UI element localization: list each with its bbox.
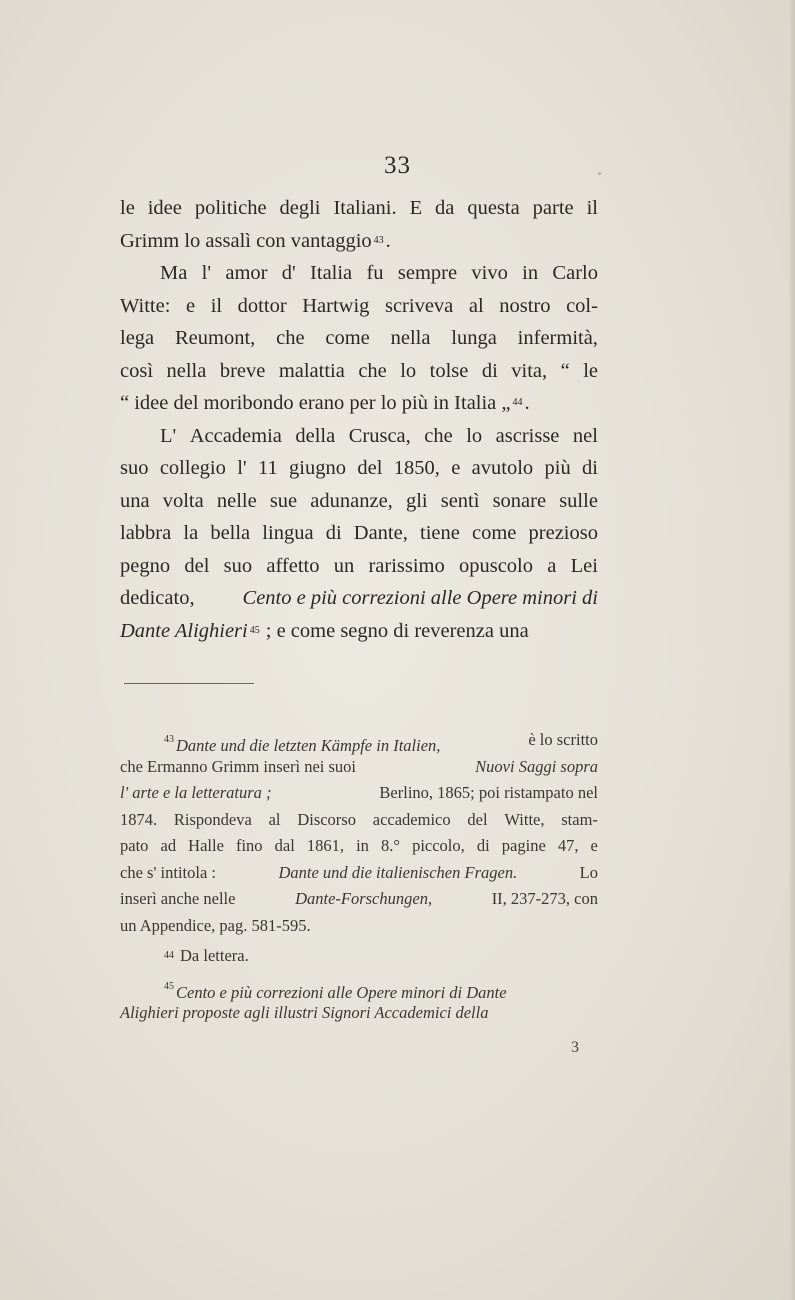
word: più: [544, 457, 571, 479]
word: l': [237, 457, 247, 479]
italic-title: Dante und die italienischen Fragen.: [278, 862, 518, 882]
word: nostro: [499, 294, 551, 317]
footnote-mark: 44: [164, 950, 174, 961]
word: Witte,: [504, 809, 545, 829]
word: le: [120, 197, 135, 219]
italic-title: Dante-Forschungen,: [295, 889, 433, 908]
word: prezioso: [528, 522, 598, 544]
word: Crusca,: [348, 424, 411, 447]
footnote-line: [120, 1000, 598, 1027]
italic-title: Cento e più correzioni alle Opere minori di Dante: [176, 982, 507, 1002]
word: 1874.: [120, 809, 158, 829]
word: Hartwig: [302, 294, 370, 317]
word: Carlo: [552, 262, 598, 284]
word: Witte:: [120, 294, 171, 317]
text-fragment: che Ermanno Grimm inserì nei suoi: [120, 756, 356, 776]
word: adunanze,: [310, 489, 393, 512]
word: scriveva: [384, 294, 454, 317]
text-fragment: II, 237-273, con: [491, 889, 598, 908]
word: da: [435, 197, 455, 219]
text-fragment: “ idee del moribondo erano per lo più in Italia „: [120, 392, 511, 414]
word: in: [522, 262, 539, 284]
footnote-mark: 43: [164, 734, 174, 745]
word: il: [586, 197, 598, 219]
word: nelle: [216, 489, 257, 512]
italic-title: Cento e più correzioni alle Opere minori di: [242, 587, 598, 609]
word: bella: [210, 522, 251, 544]
italic-title: l' arte e la letteratura ;: [120, 783, 272, 802]
footnote-ref: 43: [373, 234, 384, 246]
word: d': [281, 262, 296, 284]
word: sue: [269, 489, 298, 512]
word: del: [467, 809, 488, 829]
word: nella: [390, 327, 431, 349]
word: del: [357, 457, 383, 479]
text-fragment: è lo scritto: [528, 730, 598, 749]
word: come: [325, 327, 370, 349]
word: Italia: [310, 262, 353, 284]
word: e: [186, 294, 196, 317]
word: Lei: [570, 554, 598, 577]
word: gli: [405, 489, 428, 512]
word: “: [560, 359, 570, 382]
word: infermità,: [517, 327, 598, 349]
text-fragment: inserì anche nelle: [120, 889, 236, 908]
footnote-separator: [124, 683, 254, 684]
word: volta: [162, 489, 204, 512]
word: e: [590, 836, 598, 855]
text-line: [120, 290, 598, 323]
word: idee: [147, 197, 182, 219]
text-line: [120, 615, 598, 648]
main-text: [120, 192, 598, 647]
word: così: [120, 359, 154, 382]
word: rarissimo: [368, 554, 445, 577]
text-line: [120, 420, 598, 453]
word: lo: [466, 424, 483, 447]
word: della: [295, 424, 336, 447]
footnote-line: [120, 886, 598, 913]
word: che: [358, 359, 387, 382]
text-line: [120, 582, 598, 615]
word: 11: [257, 457, 278, 479]
word: una: [120, 489, 150, 512]
word: a: [547, 554, 557, 577]
word: Dante,: [353, 522, 408, 544]
italic-title: Dante und die letzten Kämpfe in Italien,: [176, 736, 441, 755]
word: al: [468, 294, 484, 317]
word: ascrisse: [495, 424, 560, 447]
word: 1850,: [393, 457, 440, 479]
word: e: [451, 457, 461, 479]
page-number: 33: [384, 152, 411, 179]
word: vivo: [471, 262, 508, 284]
text-fragment: che s' intitola :: [120, 862, 216, 882]
signature-mark: 3: [571, 1039, 579, 1056]
word: di: [582, 457, 598, 479]
text-line: [120, 257, 598, 290]
text-line: [120, 322, 598, 355]
text-line: [120, 485, 598, 518]
text-line: [120, 355, 598, 388]
word: di: [476, 836, 490, 855]
word: sentì: [440, 489, 480, 512]
word: ad: [160, 836, 177, 855]
text-fragment: dedicato,: [120, 587, 195, 609]
word: malattia: [278, 359, 345, 382]
word: le: [583, 359, 598, 382]
word: 47,: [557, 836, 579, 855]
word: breve: [219, 359, 266, 382]
word: fu: [366, 262, 384, 284]
text-fragment: Berlino, 1865; poi ristampato nel: [379, 783, 598, 802]
word: pagine: [501, 836, 546, 855]
footnote-line: [120, 860, 598, 887]
text-line: Grimm lo assalì con vantaggio 43 .: [120, 225, 598, 258]
word: lega: [120, 327, 155, 349]
word: lo: [400, 359, 417, 382]
page-edge: [789, 0, 795, 1300]
italic-title: Nuovi Saggi sopra: [475, 756, 598, 776]
footnotes: [120, 727, 598, 1027]
word: E: [409, 197, 423, 219]
word: piccolo,: [412, 836, 465, 855]
text-fragment: Da lettera.: [180, 946, 249, 965]
word: sempre: [397, 262, 458, 284]
word: accademico: [372, 809, 451, 829]
italic-title: Alighieri proposte agli illustri Signori Accademici della: [120, 1003, 489, 1022]
word: Reumont,: [174, 327, 256, 349]
text-line: [120, 452, 598, 485]
word: Ma: [160, 262, 188, 284]
word: Italiani.: [333, 197, 397, 219]
footnote-line: un Appendice, pag. 581-595.: [120, 915, 311, 935]
word: collegio: [159, 457, 226, 479]
word: dottor: [237, 294, 287, 317]
word: la: [183, 522, 199, 544]
word: lunga: [451, 327, 497, 349]
word: vita,: [511, 359, 548, 382]
word: l': [201, 262, 212, 284]
word: come: [471, 522, 517, 544]
text-line: [120, 550, 598, 583]
word: L': [160, 424, 177, 447]
word: tolse: [429, 359, 469, 382]
text-line: [120, 192, 598, 225]
word: nella: [166, 359, 207, 382]
italic-title: Dante Alighieri: [120, 619, 248, 642]
word: 8.°: [381, 836, 400, 855]
text-line: [120, 517, 598, 550]
text-line: “ idee del moribondo erano per lo più in Italia „ 44 .: [120, 387, 598, 420]
word: giugno: [289, 457, 346, 479]
footnote-ref: 44: [512, 397, 523, 408]
word: parte: [532, 197, 574, 219]
word: suo: [223, 554, 253, 577]
word: opuscolo: [458, 554, 533, 577]
word: sulle: [559, 489, 598, 512]
word: avutolo: [471, 457, 534, 479]
word: degli: [279, 197, 321, 219]
word: pato: [120, 836, 149, 855]
word: di: [481, 359, 498, 382]
word: 1861,: [306, 836, 345, 855]
word: Accademia: [189, 424, 282, 447]
word: questa: [467, 197, 520, 219]
footnote-line: [120, 943, 598, 970]
word: politiche: [194, 197, 267, 219]
word: sonare: [492, 489, 547, 512]
footnote-line: [120, 780, 598, 807]
word: col-: [566, 294, 598, 317]
word: di: [325, 522, 342, 544]
word: che: [424, 424, 453, 447]
footnote-line: [120, 974, 598, 1001]
word: Halle: [188, 836, 224, 855]
word: dal: [274, 836, 295, 855]
word: il: [210, 294, 223, 317]
footnote-line: [120, 727, 598, 754]
word: fino: [235, 836, 263, 855]
text-fragment: ; e come segno di reverenza una: [265, 619, 529, 642]
word: Discorso: [297, 809, 356, 829]
word: che: [276, 327, 305, 349]
text-fragment: Lo: [579, 862, 598, 882]
word: pegno: [120, 554, 171, 577]
word: in: [356, 836, 369, 855]
footnote-mark: 45: [164, 980, 174, 992]
footnote-line: [120, 807, 598, 834]
word: al: [268, 809, 281, 829]
word: Rispondeva: [173, 809, 252, 829]
footnote-line: [120, 754, 598, 781]
word: lingua: [262, 522, 314, 544]
footnote-line: [120, 833, 598, 860]
footnote-ref: 45: [249, 624, 260, 636]
word: amor: [225, 262, 268, 284]
word: stam-: [561, 809, 598, 829]
word: nel: [572, 424, 598, 447]
word: affetto: [266, 554, 320, 577]
word: tiene: [420, 522, 460, 544]
word: labbra: [120, 522, 172, 544]
text-fragment: Grimm lo assalì con vantaggio: [120, 229, 372, 252]
word: del: [184, 554, 210, 577]
word: un: [333, 554, 355, 577]
word: suo: [120, 457, 149, 479]
